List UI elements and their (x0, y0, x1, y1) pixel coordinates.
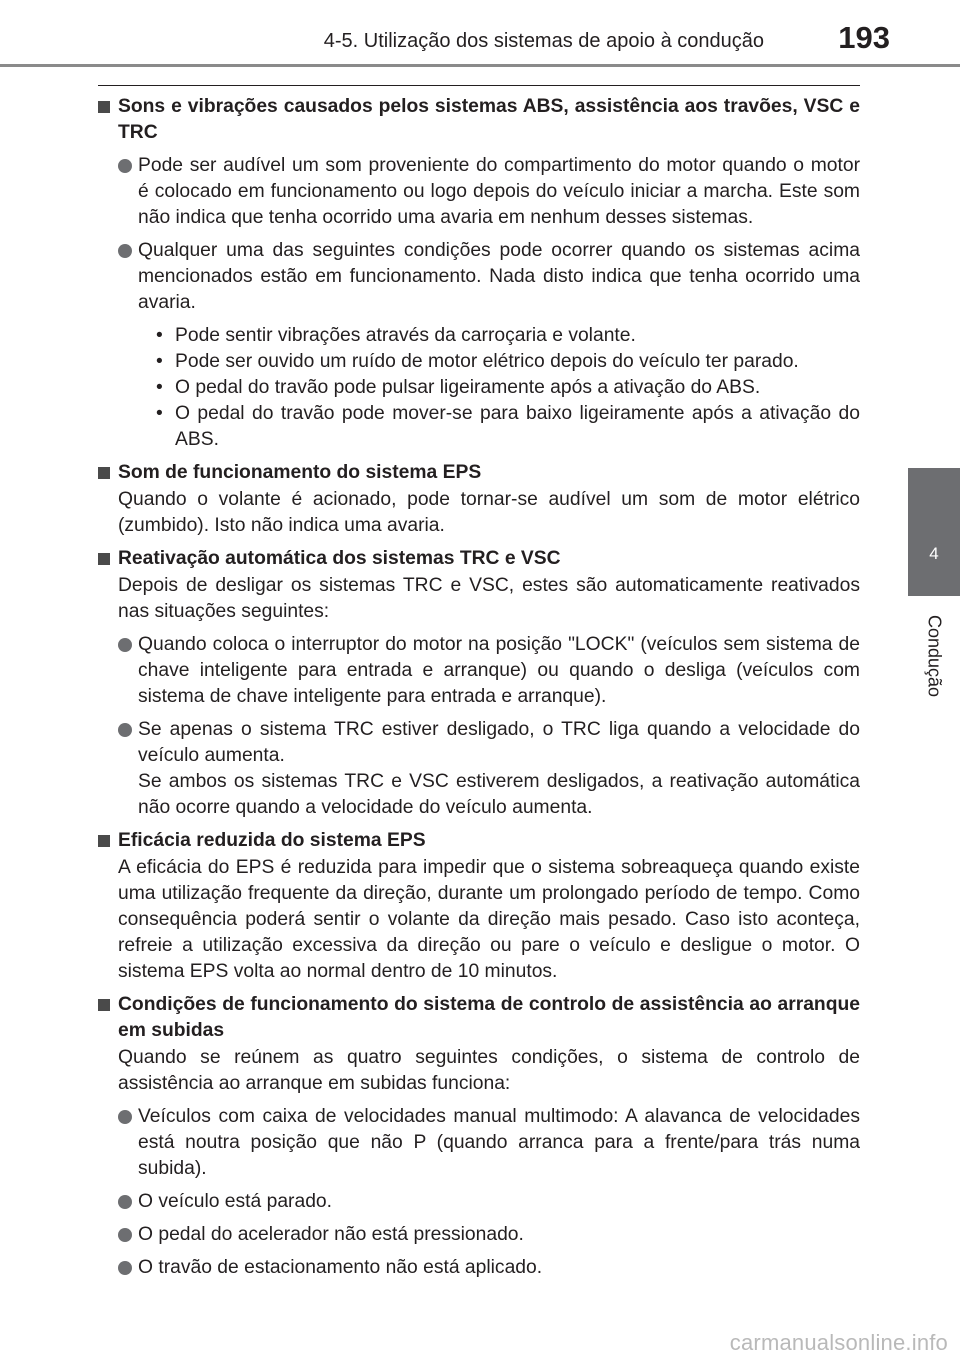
section-paragraph: A eficácia do EPS é reduzida para impedir que o sistema sobreaqueça quando existe uma utilização frequente da direção, durante um prolongado período de tempo. Como consequência poderá sentir o volante da direção mais pesado. Caso isto aconteça, refreie a utilização excessiva da direção ou pare o veículo e desligue o motor. O sistema EPS volta ao normal dentro de 10 minutos. (118, 857, 860, 982)
watermark: carmanualsonline.info (729, 1330, 948, 1355)
list-item-text: Quando coloca o interruptor do motor na posição "LOCK" (veículos sem sistema de chave inteligente para entrada e arranque) ou quando o desliga (veículos com sistema de chave inteligente para entrada e arranque). (138, 634, 860, 707)
circle-bullet-icon (118, 1195, 132, 1209)
page-number: 193 (838, 20, 890, 55)
sub-list-item (138, 349, 860, 375)
section-paragraph: Depois de desligar os sistemas TRC e VSC, estes são automaticamente reativados nas situações seguintes: (118, 575, 860, 622)
content-divider (98, 85, 860, 86)
section-title: Eficácia reduzida do sistema EPS (118, 830, 426, 851)
list-item-text: Qualquer uma das seguintes condições pode ocorrer quando os sistemas acima mencionados estão em funcionamento. Nada disto indica que tenha ocorrido uma avaria. (138, 240, 860, 313)
dot-bullet-icon: • (156, 351, 163, 372)
sub-list-item-text: O pedal do travão pode mover-se para baixo ligeiramente após a ativação do ABS. (175, 403, 860, 450)
section-trc-vsc-reactivation (98, 546, 860, 821)
dot-bullet-icon: • (156, 325, 163, 346)
circle-bullet-icon (118, 1110, 132, 1124)
chapter-label (914, 606, 954, 706)
sub-list-item (138, 401, 860, 453)
section-paragraph: Quando o volante é acionado, pode tornar-se audível um som de motor elétrico (zumbido). Isto não indica uma avaria. (118, 489, 860, 536)
dot-bullet-icon: • (156, 377, 163, 398)
list-item-text: O pedal do acelerador não está pressionado. (138, 1224, 524, 1245)
list-item (118, 1222, 860, 1248)
list-item-text: Se ambos os sistemas TRC e VSC estiverem desligados, a reativação automática não ocorre quando a velocidade do veículo aumenta. (138, 771, 860, 818)
sub-list (138, 323, 860, 453)
sub-list-item (138, 375, 860, 401)
circle-bullet-icon (118, 723, 132, 737)
section-hill-start-assist (98, 992, 860, 1281)
list-item (118, 717, 860, 821)
section-title: Sons e vibrações causados pelos sistemas ABS, assistência aos travões, VSC e TRC (118, 96, 860, 143)
section-eps-reduced (98, 828, 860, 985)
list-item (118, 632, 860, 710)
circle-bullet-icon (118, 159, 132, 173)
list-item (118, 1189, 860, 1215)
list-item (118, 1104, 860, 1182)
section-title: Reativação automática dos sistemas TRC e VSC (118, 548, 561, 569)
page-header (0, 0, 960, 70)
chapter-number: 4 (929, 544, 939, 563)
section-paragraph: Quando se reúnem as quatro seguintes condições, o sistema de controlo de assistência ao arranque em subidas funciona: (118, 1047, 860, 1094)
section-title: Som de funcionamento do sistema EPS (118, 462, 482, 483)
square-bullet-icon (98, 467, 110, 479)
chapter-label-text: Condução (924, 614, 945, 698)
list-item (118, 153, 860, 231)
header-section-title: 4-5. Utilização dos sistemas de apoio à condução (323, 30, 764, 52)
sub-list-item-text: O pedal do travão pode pulsar ligeiramente após a ativação do ABS. (175, 377, 761, 398)
square-bullet-icon (98, 999, 110, 1011)
circle-bullet-icon (118, 1228, 132, 1242)
square-bullet-icon (98, 101, 110, 113)
list-item-text: Se apenas o sistema TRC estiver desligado, o TRC liga quando a velocidade do veículo aumenta. (138, 719, 860, 766)
section-title: Condições de funcionamento do sistema de controlo de assistência ao arranque em subidas (118, 994, 860, 1041)
square-bullet-icon (98, 553, 110, 565)
square-bullet-icon (98, 835, 110, 847)
header-divider (0, 64, 960, 67)
list-item-text: Veículos com caixa de velocidades manual multimodo: A alavanca de velocidades está noutra posição que não P (quando arranca para a frente/para trás numa subida). (138, 1106, 860, 1179)
sub-list-item (138, 323, 860, 349)
dot-bullet-icon: • (156, 403, 163, 424)
list-item (118, 1255, 860, 1281)
sub-list-item-text: Pode sentir vibrações através da carroçaria e volante. (175, 325, 636, 346)
list-item (118, 238, 860, 453)
list-item-text: O travão de estacionamento não está aplicado. (138, 1257, 543, 1278)
circle-bullet-icon (118, 638, 132, 652)
list-item-text: Pode ser audível um som proveniente do compartimento do motor quando o motor é colocado em funcionamento ou logo depois do veículo iniciar a marcha. Este som não indica que tenha ocorrido uma avaria em nenhum desses sistemas. (138, 155, 860, 228)
chapter-tab[interactable] (908, 468, 960, 596)
circle-bullet-icon (118, 1261, 132, 1275)
sub-list-item-text: Pode ser ouvido um ruído de motor elétrico depois do veículo ter parado. (175, 351, 799, 372)
section-eps-sound (98, 460, 860, 539)
section-abs-sounds (98, 94, 860, 453)
list-item-text: O veículo está parado. (138, 1191, 332, 1212)
circle-bullet-icon (118, 244, 132, 258)
page-content (98, 94, 860, 1281)
